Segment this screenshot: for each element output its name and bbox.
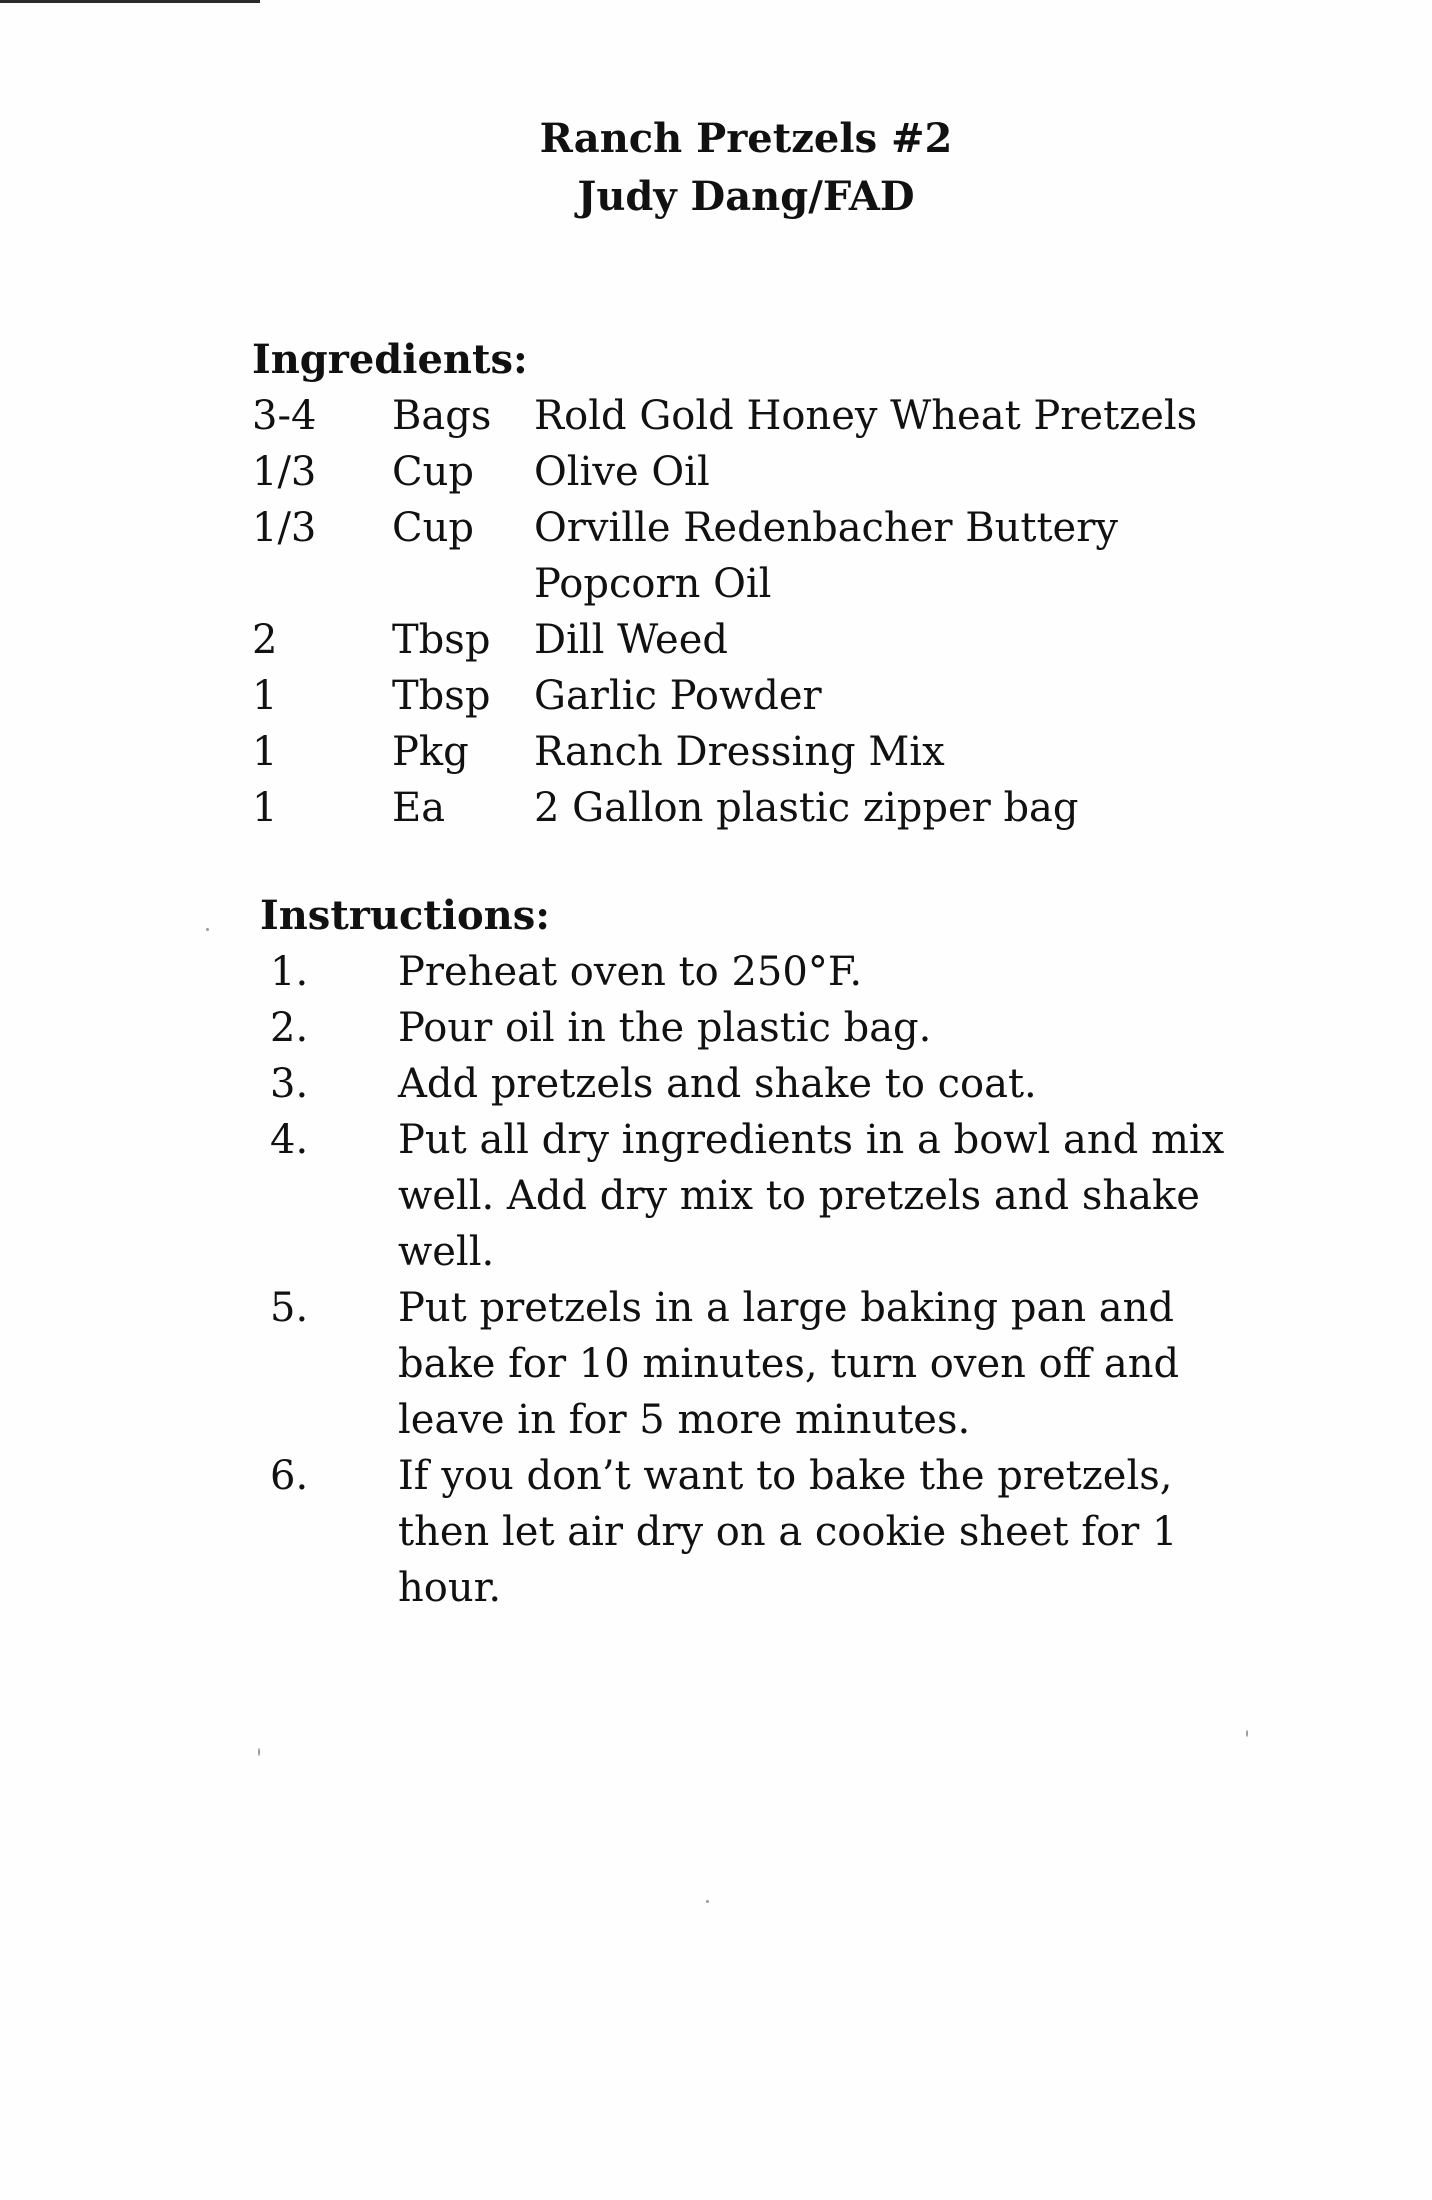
recipe-title: Ranch Pretzels #2 <box>539 115 953 162</box>
step-number: 3. <box>270 1061 309 1107</box>
ingredient-unit: Pkg <box>392 729 469 775</box>
ingredient-unit: Tbsp <box>392 617 491 663</box>
ingredient-row <box>252 444 1252 500</box>
ingredients-list <box>252 388 1252 836</box>
instruction-step <box>270 1000 1250 1056</box>
ingredient-name: Dill Weed <box>534 617 728 663</box>
scan-speck <box>1246 1730 1248 1737</box>
instruction-step <box>270 944 1250 1000</box>
step-text: Add pretzels and shake to coat. <box>398 1061 1037 1107</box>
ingredient-name: Orville Redenbacher Buttery Popcorn Oil <box>534 505 1118 607</box>
ingredient-row <box>252 612 1252 668</box>
ingredient-row <box>252 500 1252 612</box>
ingredient-unit: Cup <box>392 505 474 551</box>
ingredient-qty: 1/3 <box>252 449 317 495</box>
ingredient-name: Ranch Dressing Mix <box>534 729 945 775</box>
ingredient-name: Olive Oil <box>534 449 710 495</box>
step-number: 5. <box>270 1285 309 1331</box>
ingredient-qty: 3-4 <box>252 393 317 439</box>
ingredient-name: 2 Gallon plastic zipper bag <box>534 785 1079 831</box>
ingredients-heading: Ingredients: <box>252 336 528 383</box>
instruction-step <box>270 1056 1250 1112</box>
ingredient-name: Rold Gold Honey Wheat Pretzels <box>534 393 1198 439</box>
ingredient-qty: 1 <box>252 785 278 831</box>
instructions-heading: Instructions: <box>260 892 551 939</box>
scan-speck <box>258 1748 260 1756</box>
ingredient-qty: 1 <box>252 673 278 719</box>
recipe-title-block <box>0 110 1432 226</box>
step-text: Put pretzels in a large baking pan and bake for 10 minutes, turn oven off and leave in for 5 more minutes. <box>398 1285 1180 1443</box>
step-text: Put all dry ingredients in a bowl and mix well. Add dry mix to pretzels and shake well. <box>398 1117 1225 1275</box>
ingredient-row <box>252 668 1252 724</box>
step-text: If you don’t want to bake the pretzels, then let air dry on a cookie sheet for 1 hour. <box>398 1453 1178 1611</box>
ingredient-unit: Ea <box>392 785 446 831</box>
scan-speck <box>706 1900 709 1903</box>
step-text: Preheat oven to 250°F. <box>398 949 863 995</box>
ingredient-unit: Bags <box>392 393 492 439</box>
ingredient-unit: Tbsp <box>392 673 491 719</box>
scan-edge-line <box>0 0 260 3</box>
step-text: Pour oil in the plastic bag. <box>398 1005 932 1051</box>
ingredient-name: Garlic Powder <box>534 673 822 719</box>
step-number: 4. <box>270 1117 309 1163</box>
step-number: 1. <box>270 949 309 995</box>
ingredient-row <box>252 724 1252 780</box>
instruction-step <box>270 1280 1250 1448</box>
scan-speck <box>206 928 209 931</box>
step-number: 2. <box>270 1005 309 1051</box>
ingredient-row <box>252 780 1252 836</box>
recipe-author: Judy Dang/FAD <box>577 173 915 220</box>
instruction-step <box>270 1112 1250 1280</box>
instruction-step <box>270 1448 1250 1616</box>
ingredient-qty: 2 <box>252 617 278 663</box>
instructions-list <box>270 944 1250 1616</box>
ingredient-qty: 1 <box>252 729 278 775</box>
ingredient-unit: Cup <box>392 449 474 495</box>
step-number: 6. <box>270 1453 309 1499</box>
ingredient-row <box>252 388 1252 444</box>
ingredient-qty: 1/3 <box>252 505 317 551</box>
